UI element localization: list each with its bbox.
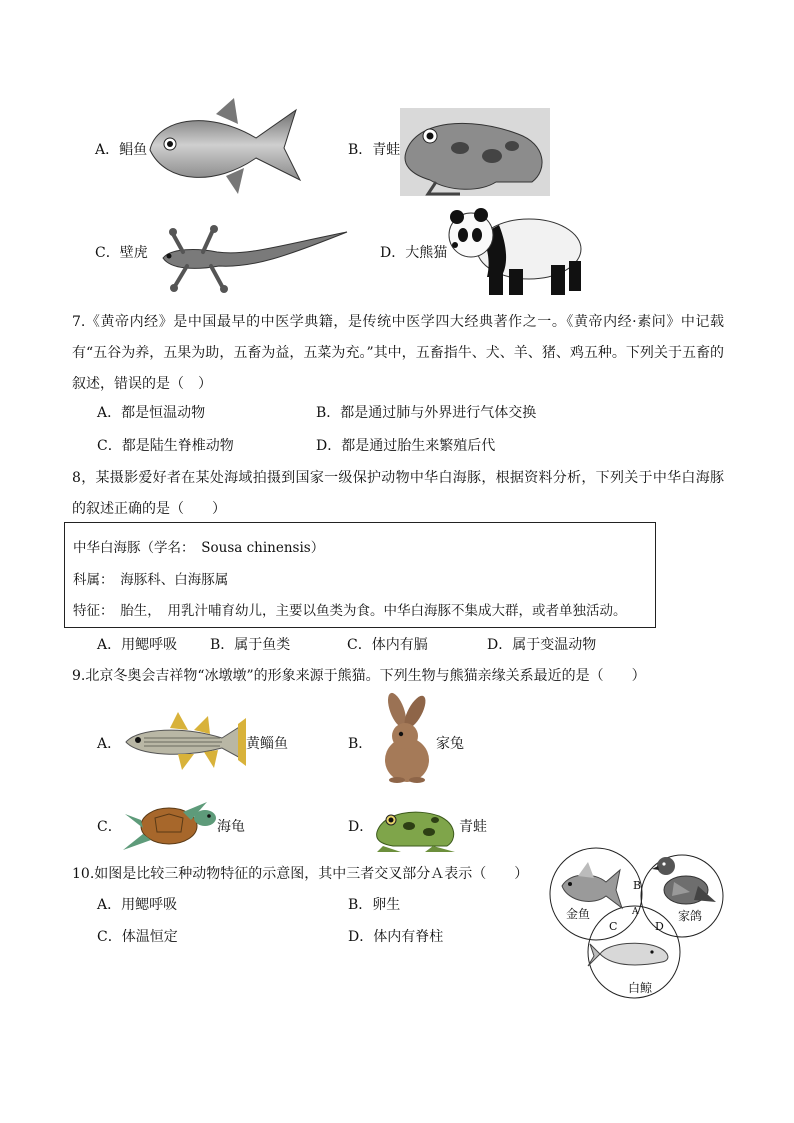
sea-turtle-icon [121,800,217,852]
venn-label-pigeon: 家鸽 [678,909,703,923]
q7-option-d[interactable]: D．都是通过胎生来繁殖后代 [316,438,496,454]
venn-label-goldfish: 金鱼 [566,907,591,921]
pomfret-fish-icon [146,98,304,196]
q7-option-c[interactable]: C．都是陆生脊椎动物 [97,438,234,454]
q9-option-c-letter[interactable]: C． [97,819,122,835]
q8-option-c[interactable]: C．体内有膈 [347,637,428,653]
q7-option-a[interactable]: A．都是恒温动物 [97,405,206,421]
venn-region-d: D [655,920,664,933]
q10-option-d[interactable]: D．体内有脊柱 [348,929,444,945]
venn-diagram [548,842,724,1004]
q6-option-c[interactable]: C．壁虎 [95,245,148,261]
venn-region-c: C [609,920,618,933]
q7-option-b[interactable]: B．都是通过肺与外界进行气体交换 [316,405,537,421]
pigeon-icon [652,857,716,904]
q10-option-c[interactable]: C．体温恒定 [97,929,178,945]
frog-icon [400,108,550,196]
info-box-name: 中华白海豚（学名： Sousa chinensis） [73,540,325,556]
beluga-whale-icon [588,943,668,966]
q8-stem: 8，某摄影爱好者在某处海域拍摄到国家一级保护动物中华白海豚，根据资料分析，下列关于中华白海豚的叙述正确的是（ ） [72,470,724,517]
q9-option-d-name: 青蛙 [459,819,487,835]
q10-stem: 10.如图是比较三种动物特征的示意图，其中三者交叉部分Ａ表示（ ） [72,866,529,882]
q7-stem: 7.《黄帝内经》是中国最早的中医学典籍，是传统中医学四大经典著作之一。《黄帝内经·素问》中记载有“五谷为养，五果为助，五畜为益，五菜为充。”其中，五畜指牛、犬、羊、猪、鸡五种。下列关于五畜的叙述，错误的是（ ） [72,314,724,392]
q6-option-b[interactable]: B．青蛙 [348,142,401,158]
q9-option-a-letter[interactable]: A． [97,736,122,752]
q8-option-a[interactable]: A．用鳃呼吸 [97,637,178,653]
q9-stem: 9.北京冬奥会吉祥物“冰墩墩”的形象来源于熊猫。下列生物与熊猫亲缘关系最近的是（ ） [72,668,646,684]
giant-panda-icon [447,205,589,297]
frog-icon [373,802,459,852]
q8-option-d[interactable]: D．属于变温动物 [487,637,597,653]
mullet-fish-icon [124,708,246,774]
rabbit-icon [373,700,435,784]
q8-info-box [64,522,656,628]
q10-option-b[interactable]: B．卵生 [348,897,401,913]
q6-option-a[interactable]: A．鲳鱼 [95,142,148,158]
venn-label-beluga: 白鲸 [628,981,653,995]
q9-option-a-name: 黄鲻鱼 [246,736,288,752]
q9-option-b-name: 家兔 [436,736,464,752]
venn-region-a: A [632,907,639,917]
gecko-icon [157,222,351,294]
q6-option-d[interactable]: D．大熊猫 [380,245,448,261]
q9-option-d-letter[interactable]: D． [348,819,374,835]
info-box-features: 特征： 胎生， 用乳汁哺育幼儿，主要以鱼类为食。中华白海豚不集成大群，或者单独活动。 [73,603,627,619]
info-box-family: 科属： 海豚科、白海豚属 [73,572,229,588]
q9-option-c-name: 海龟 [217,819,245,835]
q10-option-a[interactable]: A．用鳃呼吸 [97,897,178,913]
venn-region-b: B [633,879,642,892]
q9-option-b-letter[interactable]: B． [348,736,373,752]
goldfish-icon [562,862,622,908]
q8-option-b[interactable]: B．属于鱼类 [210,637,291,653]
